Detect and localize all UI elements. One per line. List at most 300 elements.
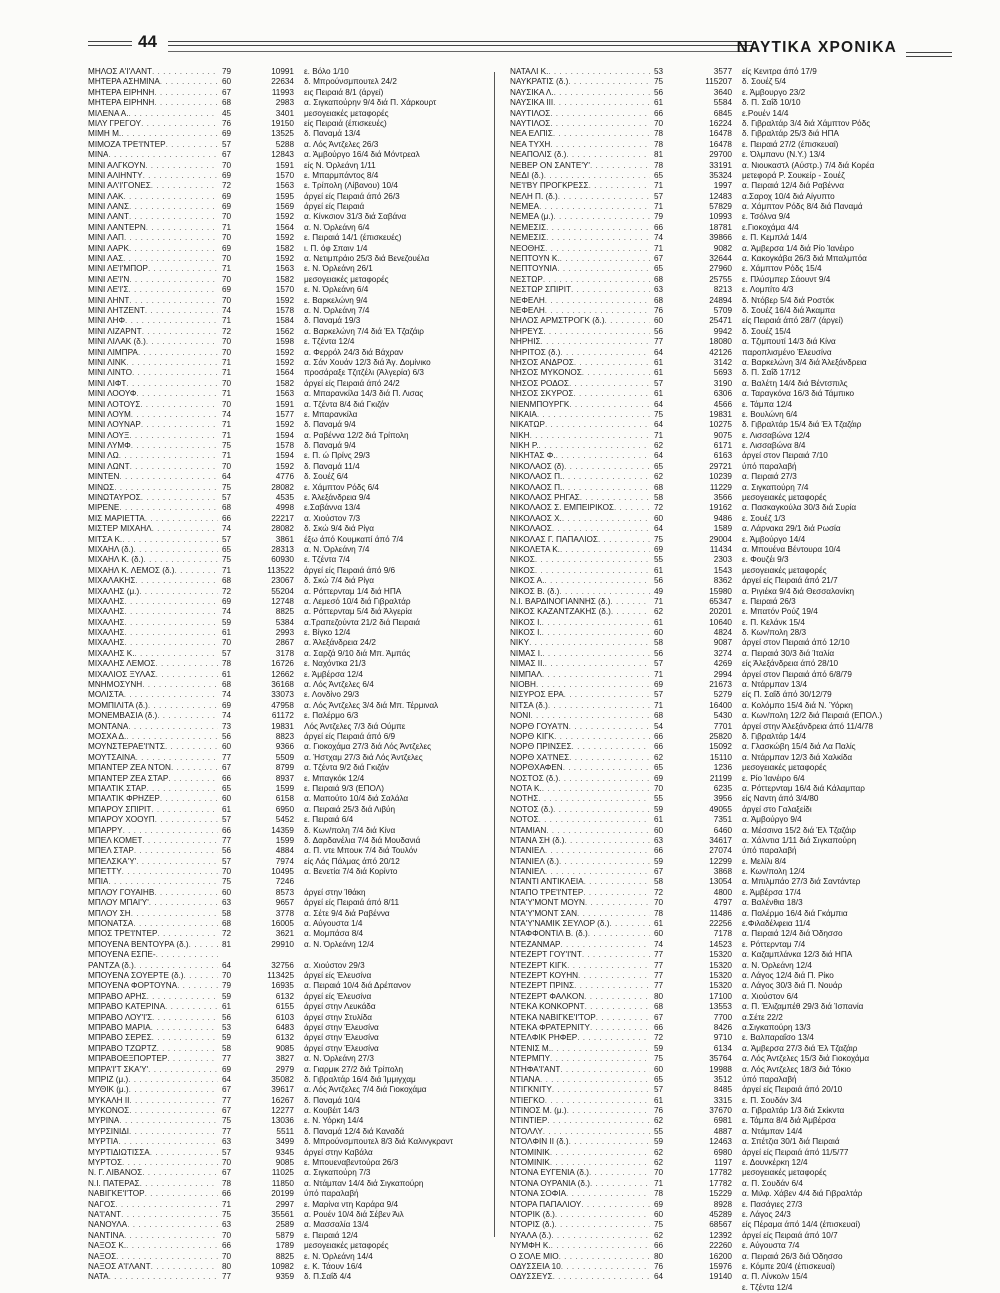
dot-leader xyxy=(122,867,218,877)
build-year: 70 xyxy=(654,783,664,793)
dot-leader xyxy=(559,587,650,597)
dot-leader xyxy=(551,1241,650,1251)
tonnage: 3577 xyxy=(713,67,732,76)
ship-name-cell xyxy=(88,1200,218,1210)
dot-leader xyxy=(129,1085,218,1095)
build-year: 71 xyxy=(222,368,232,378)
build-year: 59 xyxy=(654,804,664,814)
tonnage: 1592 xyxy=(275,254,294,264)
dot-leader xyxy=(131,410,218,420)
ship-name: Ο ΣΟΛΕ ΜΙΟ xyxy=(510,1251,559,1261)
dot-leader xyxy=(530,431,650,441)
dot-leader xyxy=(184,971,218,981)
ship-name-cell xyxy=(88,1054,218,1064)
position-note: ε. Λονδίνο 29/3 xyxy=(304,690,360,700)
position-note: α. Σπέτζια 30/1 διά Πειραιά xyxy=(742,1137,840,1147)
tonnage: 34617 xyxy=(709,835,732,845)
tonnage: 8823 xyxy=(275,732,294,741)
build-year: 61 xyxy=(654,919,664,929)
ship-name-cell xyxy=(510,545,650,555)
ship-name: ΜΠΑΛΤΙΚ ΣΤΑΡ xyxy=(88,783,147,793)
dot-leader xyxy=(145,306,218,316)
position-note: α. Λός Άντζελες 15/3 διά Γιοκοχάμα xyxy=(742,1054,870,1064)
tonnage: 1570 xyxy=(275,285,294,295)
build-year: 60 xyxy=(654,628,664,638)
build-year: 77 xyxy=(654,970,664,980)
ship-row xyxy=(510,431,958,441)
ship-name: ΜΠΟΥΕΝΑ ΦΟΡΤΟΥΝΑ xyxy=(88,981,178,991)
ship-name-cell xyxy=(88,638,218,648)
dot-leader xyxy=(585,1002,650,1012)
position-note: α. Ταραγκόνα 16/3 διά Τάμπικο xyxy=(742,389,855,399)
tonnage: 1592 xyxy=(275,233,294,243)
dot-leader xyxy=(177,981,218,991)
ship-name: ΜΠΡΑΒΟ ΚΑΤΕΡΙΝΑ xyxy=(88,1002,166,1012)
tonnage: 9657 xyxy=(275,898,294,908)
dot-leader xyxy=(569,379,650,389)
position-note: δ. Π. Σαΐδ 17/12 xyxy=(742,368,801,378)
position-note: ύπό παραλαβή xyxy=(742,461,797,471)
ship-name: ΝΤΕΛΦΙΚ ΡΗΦΕΡ xyxy=(510,1033,578,1043)
dot-leader xyxy=(129,109,218,119)
ship-name: ΝΤΟΝΑ ΣΟΦΙΑ xyxy=(510,1189,567,1199)
ship-name-cell xyxy=(88,472,218,482)
dot-leader xyxy=(127,1220,218,1230)
position-note xyxy=(304,950,468,960)
position-note: ε. Τάμπα 12/4 xyxy=(742,399,793,409)
ship-name: ΝΤΕΚΑ ΝΑΒΙΓΚΕ'Ι'ΤΟΡ xyxy=(510,1012,596,1022)
ship-name-cell xyxy=(510,296,650,306)
dot-leader xyxy=(567,1106,650,1116)
dot-leader xyxy=(140,1179,218,1189)
ship-name-cell xyxy=(88,1158,218,1168)
ship-name: ΝΕ'Ι'ΒΥ ΠΡΟΓΚΡΕΣΣ xyxy=(510,181,589,191)
tonnage: 10982 xyxy=(271,1261,294,1271)
build-year: 77 xyxy=(222,1126,232,1136)
position-note: ε. Μπαρμπάντος 8/4 xyxy=(304,170,379,180)
ship-name: ΜΠΡΑΒΟ ΑΡΗΣ xyxy=(88,991,147,1001)
ship-row xyxy=(88,400,468,410)
build-year: 56 xyxy=(222,732,232,741)
ship-name-cell xyxy=(510,732,650,742)
tonnage: 12299 xyxy=(709,856,732,866)
ship-name-cell xyxy=(510,690,650,700)
position-note: α. Χιούστον 6/4 xyxy=(742,991,799,1001)
position-note: ε. Όλμπανυ (Ν.Υ.) 13/4 xyxy=(742,150,826,160)
ship-name-cell xyxy=(88,1148,218,1158)
position-note: δ. Παναμά 9/4 xyxy=(304,441,356,451)
tonnage: 1562 xyxy=(275,326,294,336)
ship-row xyxy=(88,483,468,493)
dot-leader xyxy=(578,971,650,981)
ship-row xyxy=(510,1262,958,1272)
position-note: ε. Π. Σουδάν 3/4 xyxy=(742,1095,802,1105)
ship-name: ΜΟΛΙΣΤΑ xyxy=(88,690,124,700)
ship-name-cell xyxy=(88,1272,218,1282)
tonnage: 6981 xyxy=(713,1116,732,1126)
ship-name-cell xyxy=(510,753,650,763)
ship-name-cell xyxy=(88,285,218,295)
tonnage: 12463 xyxy=(709,1137,732,1147)
build-year: 71 xyxy=(654,202,664,212)
tonnage: 1582 xyxy=(275,378,294,388)
position-note: α. Πειραιά 10/4 διά Δρέπανον xyxy=(304,981,411,991)
ship-name: ΜΠΡΑΒΟΕΞΠΟΡΤΕΡ xyxy=(88,1054,168,1064)
tonnage: 16267 xyxy=(271,1095,294,1105)
ship-name-cell xyxy=(510,1168,650,1178)
ship-name-cell xyxy=(88,690,218,700)
tonnage: 2983 xyxy=(275,98,294,108)
ship-name-cell xyxy=(88,680,218,690)
tonnage: 3868 xyxy=(713,867,732,877)
tonnage: 9075 xyxy=(713,430,732,440)
tonnage: 18080 xyxy=(709,337,732,347)
ship-row xyxy=(88,129,468,139)
ship-row xyxy=(88,1065,468,1075)
dot-leader xyxy=(550,140,650,150)
ship-row xyxy=(88,67,468,77)
position-note: α. Τζιμπουτί 14/3 διά Κίνα xyxy=(742,337,836,347)
build-year: 60 xyxy=(222,77,232,87)
position-note: α. Πειραιά 12/4 διά Όδησσο xyxy=(742,929,843,939)
dot-leader xyxy=(145,1189,218,1199)
build-year: 61 xyxy=(222,1002,232,1012)
dot-leader xyxy=(165,1002,218,1012)
dot-leader xyxy=(134,961,218,971)
ship-name: ΝΤΑΜΙΑΝ xyxy=(510,825,547,835)
ship-name-cell xyxy=(88,805,218,815)
position-note: α. Ρουέν 10/4 διά Σέβεν Άιλ xyxy=(304,1209,404,1219)
dot-leader xyxy=(542,618,650,628)
position-note: α. Τζέντα 9/2 διά Γκιζάν xyxy=(304,763,389,773)
ship-name: ΜΙΡΕΝΕ xyxy=(88,503,120,513)
dot-leader xyxy=(119,1116,218,1126)
ship-name-cell xyxy=(88,888,218,898)
tonnage: 9710 xyxy=(713,1033,732,1043)
build-year: 78 xyxy=(654,1189,664,1199)
build-year: 74 xyxy=(654,233,664,243)
ship-name-cell xyxy=(510,919,650,929)
ship-row xyxy=(88,223,468,233)
ship-name: ΝΙΚΟΛΑΟΣ Σ. ΕΜΠΕΙΡΙΚΟΣ xyxy=(510,503,614,513)
position-note: α. Ν. Όρλεάνη 6/4 xyxy=(304,222,370,232)
ship-name-cell xyxy=(510,1241,650,1251)
position-note: είς Ν. Όρλεάνη 1/11 xyxy=(304,160,376,170)
position-note: α. Π. ντε Μπουκ 7/4 διά Τουλόν xyxy=(304,846,418,856)
dot-leader xyxy=(611,607,650,617)
build-year: 69 xyxy=(222,202,232,212)
build-year: 70 xyxy=(222,1251,232,1261)
ship-name-cell xyxy=(88,659,218,669)
ship-name: ΜΙΣΤΕΡ ΜΙΧΑΗΛ xyxy=(88,524,152,534)
dot-leader xyxy=(588,929,650,939)
dot-leader xyxy=(550,109,650,119)
dot-leader xyxy=(146,223,218,233)
ship-name: ΝΤΕΚΑ ΚΟΝΚΟΡΝΤ xyxy=(510,1002,585,1012)
build-year: 66 xyxy=(654,1022,664,1032)
position-note: ε. Βόλο 1/10 xyxy=(304,67,349,76)
ship-name: ΝΕΠΤΟΥΝ Κ. xyxy=(510,254,560,264)
ship-name-cell xyxy=(88,88,218,98)
dot-leader xyxy=(542,670,650,680)
ship-name-cell xyxy=(88,264,218,274)
dot-leader xyxy=(160,77,218,87)
dot-leader xyxy=(155,659,218,669)
position-note: α. Ν. Όρλεάνη 7/4 xyxy=(304,544,370,554)
build-year: 78 xyxy=(222,1178,232,1188)
ship-row xyxy=(510,524,958,534)
build-year: 60 xyxy=(222,887,232,897)
dot-leader xyxy=(148,264,218,274)
build-year: 57 xyxy=(654,659,664,669)
position-note: μεσογειακές μεταφορές xyxy=(742,1168,827,1178)
ship-name-cell xyxy=(510,264,650,274)
ship-name-cell xyxy=(510,514,650,524)
ship-name: ΜΠΟΥΕΝΑ ΒΕΝΤΟΥΡΑ (δ.) xyxy=(88,939,189,949)
ship-name: ΜΙΝΙ ΛΙΖΑΡΝΤ xyxy=(88,326,142,336)
ship-row xyxy=(88,794,468,804)
build-year: 60 xyxy=(654,513,664,523)
tonnage: 1564 xyxy=(275,368,294,378)
position-note: α. Σιγκαπούρην 9/4 διά Π. Χάρκουρτ xyxy=(304,98,437,108)
tonnage: 5288 xyxy=(275,139,294,149)
build-year: 69 xyxy=(222,170,232,180)
ship-name-cell xyxy=(88,379,218,389)
build-year: 65 xyxy=(654,264,664,274)
ship-row xyxy=(88,680,468,690)
ship-name-cell xyxy=(88,181,218,191)
tonnage: 10275 xyxy=(709,420,732,430)
build-year: 62 xyxy=(654,752,664,762)
tonnage: 15092 xyxy=(709,742,732,752)
dot-leader xyxy=(129,212,218,222)
position-note: α. Λάγος 30/3 διά Π. Νουάρ xyxy=(742,981,843,991)
build-year: 75 xyxy=(654,409,664,419)
ship-name-cell xyxy=(88,566,218,576)
ship-row xyxy=(510,296,958,306)
tonnage: 22260 xyxy=(709,1241,732,1251)
dot-leader xyxy=(160,794,218,804)
ship-row xyxy=(88,1033,468,1043)
build-year: 76 xyxy=(654,305,664,315)
ship-row xyxy=(510,472,958,482)
tonnage: 65347 xyxy=(709,596,732,606)
dot-leader xyxy=(121,129,218,139)
tonnage: 6845 xyxy=(713,108,732,118)
tonnage: 4998 xyxy=(275,503,294,513)
ship-name-cell xyxy=(510,524,650,534)
build-year: 58 xyxy=(222,908,232,918)
dot-leader xyxy=(605,316,650,326)
ship-row xyxy=(510,171,958,181)
position-note: ε. Πλύσμπερ Σάουντ 9/4 xyxy=(742,274,831,284)
tonnage: 3178 xyxy=(275,648,294,658)
ship-row xyxy=(510,379,958,389)
build-year: 59 xyxy=(222,617,232,627)
build-year: 55 xyxy=(654,555,664,565)
tonnage: 9085 xyxy=(275,1043,294,1053)
build-year: 54 xyxy=(654,721,664,731)
ship-name: ΜΠΑΡΟΥ ΣΠΙΡΙΤ xyxy=(88,804,152,814)
build-year: 59 xyxy=(222,1033,232,1043)
build-year: 72 xyxy=(222,181,232,191)
ship-name: ΝΙΕΝΜΠΟΥΡΓΚ xyxy=(510,399,570,409)
ship-name: ΝΕΦΕΛΗ xyxy=(510,295,545,305)
tonnage: 3499 xyxy=(275,1137,294,1147)
ship-name-cell xyxy=(510,1065,650,1075)
dot-leader xyxy=(146,337,218,347)
tonnage: 10640 xyxy=(709,617,732,627)
ship-name: ΝΤΟΛΦΙΝ ΙΙ (δ.) xyxy=(510,1137,569,1147)
ship-name-cell xyxy=(88,961,218,971)
ship-name: ΜΙΝΙ ΛΑΝΤ xyxy=(88,212,129,222)
build-year: 61 xyxy=(654,389,664,399)
ship-name-cell xyxy=(88,898,218,908)
build-year: 57 xyxy=(654,378,664,388)
build-year: 72 xyxy=(222,326,232,336)
ship-name: ΝΟΡΘ ΚΙΓΚ xyxy=(510,732,555,741)
ship-name-cell xyxy=(510,555,650,565)
ship-row xyxy=(88,192,468,202)
position-note: μεσογειακές μεταφορές xyxy=(304,274,389,284)
dot-leader xyxy=(585,898,650,908)
ship-row xyxy=(510,223,958,233)
ship-name: ΜΙΧΑΛΑΚΗΣ xyxy=(88,576,136,586)
position-note: ε. Λάγος 24/3 xyxy=(742,1209,791,1219)
dot-leader xyxy=(530,711,650,721)
build-year: 71 xyxy=(654,700,664,710)
build-year: 68 xyxy=(654,482,664,492)
dot-leader xyxy=(175,566,218,576)
position-note: είς Λάς Πάλμας άπό 20/12 xyxy=(304,856,400,866)
position-note: α. Ρόττερνταμ 5/4 διά Άλγερία xyxy=(304,607,412,617)
ship-row xyxy=(510,67,958,77)
ship-row xyxy=(510,555,958,565)
ship-name-cell xyxy=(510,774,650,784)
position-note: εις Πειραιά 8/1 (άργεί) xyxy=(304,87,384,97)
ship-row xyxy=(510,981,958,991)
position-note: δ. Μπρούνσμπουτελ 8/3 διά Καλινγκραντ xyxy=(304,1137,453,1147)
ship-name: ΜΗΤΕΡΑ ΑΣΗΜΙΝΑ xyxy=(88,77,160,87)
build-year: 59 xyxy=(222,991,232,1001)
ship-row xyxy=(88,306,468,316)
dot-leader xyxy=(141,493,218,503)
tonnage: 13054 xyxy=(709,877,732,887)
build-year: 61 xyxy=(654,815,664,825)
build-year: 68 xyxy=(222,98,232,108)
dot-leader xyxy=(151,1262,218,1272)
ship-name: ΝΤΕΖΕΡΤ ΓΟΥ'Ι'ΝΤ xyxy=(510,950,582,960)
ship-name: ΝΟΤΟΣ xyxy=(510,815,539,825)
ship-name: ΜΠΡΙΖ (μ.) xyxy=(88,1074,129,1084)
tonnage: 7701 xyxy=(713,721,732,731)
build-year: 70 xyxy=(222,347,232,357)
ship-name: ΜΠΑΡΟΥ ΧΟΟΥΠ xyxy=(88,815,155,825)
ship-name: ΝΟΤΟΣ (δ.) xyxy=(510,804,554,814)
tonnage: 1578 xyxy=(275,441,294,451)
position-note: ύπό παραλαβή xyxy=(304,1189,359,1199)
build-year: 75 xyxy=(222,441,232,451)
dot-leader xyxy=(569,753,650,763)
ship-row xyxy=(88,296,468,306)
ship-row xyxy=(510,264,958,274)
dot-leader xyxy=(144,555,218,565)
tonnage: 12748 xyxy=(271,596,294,606)
ship-row xyxy=(510,1116,958,1126)
position-note: ε. Μπουεναβεντούρα 26/3 xyxy=(304,1158,399,1168)
ship-row xyxy=(510,971,958,981)
ship-name-cell xyxy=(88,503,218,513)
ship-name: ΜΥΘΙΚ (μ.) xyxy=(88,1085,129,1095)
tonnage: 13525 xyxy=(271,129,294,139)
ship-name-cell xyxy=(88,1085,218,1095)
position-note: α. Κίνκσιον 31/3 διά Σαβάνα xyxy=(304,212,407,222)
ship-row xyxy=(88,857,468,867)
build-year: 62 xyxy=(654,1230,664,1240)
position-note: ε. Ν. Όρλεάνη 26/1 xyxy=(304,264,373,274)
build-year: 60 xyxy=(654,929,664,939)
tonnage: 8485 xyxy=(713,1085,732,1095)
build-year: 75 xyxy=(222,555,232,565)
ship-row xyxy=(510,254,958,264)
dot-leader xyxy=(568,77,650,87)
position-note: α. Μασσαλία 13/4 xyxy=(304,1220,369,1230)
build-year: 70 xyxy=(222,638,232,648)
ship-name-cell xyxy=(510,1013,650,1023)
ship-name-cell xyxy=(510,98,650,108)
dot-leader xyxy=(545,846,650,856)
dot-leader xyxy=(598,535,650,545)
position-note: α. Μομπάσα 8/4 xyxy=(304,929,364,939)
tonnage: 11434 xyxy=(709,544,732,554)
build-year: 75 xyxy=(654,1220,664,1230)
ship-row xyxy=(510,1241,958,1251)
build-year: 62 xyxy=(654,1158,664,1168)
tonnage: 61172 xyxy=(271,711,294,721)
ship-row xyxy=(510,649,958,659)
ship-name-cell xyxy=(510,192,650,202)
ship-name: ΜΥΚΑΛΗ ΙΙ xyxy=(88,1095,130,1105)
ship-name: ΜΙΜΗ Μ. xyxy=(88,129,122,139)
position-note: α. Φερρόλ 24/3 διά Βάχραν xyxy=(304,347,404,357)
build-year: 73 xyxy=(222,721,232,731)
tonnage: 15320 xyxy=(709,950,732,960)
ship-row xyxy=(510,826,958,836)
ship-name: ΜΗΛΟΣ Α'Ι'ΛΑΝΤ xyxy=(88,67,152,76)
build-year: 80 xyxy=(222,1261,232,1271)
build-year: 68 xyxy=(654,274,664,284)
tonnage: 5709 xyxy=(713,305,732,315)
ship-name: ΝΤΙΝΟΣ Μ. (μ.) xyxy=(510,1106,567,1116)
build-year: 65 xyxy=(654,170,664,180)
build-year: 55 xyxy=(654,794,664,804)
build-year: 57 xyxy=(222,856,232,866)
tonnage: 9087 xyxy=(713,638,732,648)
tonnage: 47958 xyxy=(271,700,294,710)
ship-name-cell xyxy=(510,212,650,222)
position-note: δ. Σκώ 9/4 διά Ρίγα xyxy=(304,524,374,534)
position-note: α. Ν. Όρλεάνη 7/4 xyxy=(304,305,370,315)
ship-row xyxy=(88,659,468,669)
ship-name-cell xyxy=(88,732,218,742)
ship-name-cell xyxy=(510,327,650,337)
build-year: 57 xyxy=(654,191,664,201)
position-note: μεσογειακές μεταφορές xyxy=(304,1241,389,1251)
tonnage: 6235 xyxy=(713,783,732,793)
ship-name: ΜΙΝΤΕΝ xyxy=(88,472,120,482)
ship-row xyxy=(88,368,468,378)
tonnage: 6171 xyxy=(713,441,732,451)
